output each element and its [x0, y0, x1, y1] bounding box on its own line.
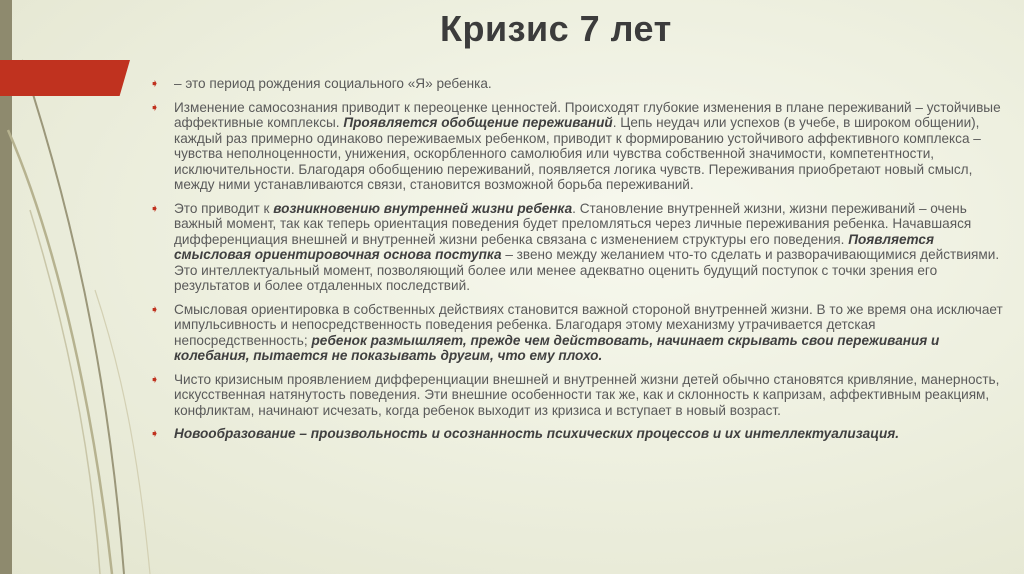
body-text: Смысловая ориентировка в собственных действиях становится важной стороной внутренней жизни. В то же время она исключает импульсивность и непосредственность поведения ребенка. Благодаря этому механизму утрачивается детская непосредственность;: [174, 301, 1003, 348]
bullet-text: [174, 76, 492, 91]
arrow-right-icon: ➧: [150, 373, 160, 386]
body-text: . Цепь неудач или успехов (в учебе, в широком общении), каждый раз примерно одинаково переживаемых ребенком, приводит к формированию устойчивого аффективного комплекса – чувства неполноценности, унижения, оскорбленного самолюбия или чувства собственной значимости, компетентности, исключительности. Благодаря обобщению переживаний, появляется логика чувств. Переживания приобретают новый смысл, между ними устанавливаются связи, становится возможной борьба переживаний.: [174, 115, 981, 192]
bullet-text: [174, 426, 899, 441]
emphasis-text: Появляется смысловая ориентировочная основа поступка: [174, 231, 934, 262]
bullet-item: [150, 372, 1012, 419]
bullet-item: [150, 302, 1012, 364]
decor-curve-3: [30, 210, 100, 574]
bullet-item: [150, 201, 1012, 294]
emphasis-text: ребенок размышляет, прежде чем действовать, начинает скрывать свои переживания и колебания, пытается не показывать другим, что ему плохо.: [174, 332, 940, 363]
emphasis-text: возникновению внутренней жизни ребенка: [273, 200, 573, 216]
body-text: Изменение самосознания приводит к переоценке ценностей. Происходят глубокие изменения в плане переживаний – устойчивые аффективные комплексы.: [174, 99, 1001, 130]
accent-bar: [0, 60, 130, 96]
arrow-right-icon: ➧: [150, 428, 160, 440]
decor-curve-4: [95, 290, 150, 574]
bullet-text: [174, 302, 1003, 364]
emphasis-text: Новообразование – произвольность и осознанность психических процессов и их интеллектуализация.: [174, 426, 900, 441]
body-text: – это период рождения социального «Я» ребенка.: [174, 76, 492, 91]
bullet-item: [150, 426, 1012, 442]
body-text: . Становление внутренней жизни, жизни переживаний – очень важный момент, так как теперь ориентация поведения будет преломляться через личные переживания ребенка. Начавшаяся дифференциация внешней и внутренней жизни ребенка связана с изменением структуры его поведения.: [174, 200, 972, 247]
bullet-item: [150, 76, 1012, 92]
body-text: – звено между желанием что-то сделать и разворачивающимися действиями. Это интеллектуальный момент, позволяющий более или менее адекватно оценить будущий поступок с точки зрения его результатов и более отдаленных последствий.: [174, 247, 1000, 293]
bullet-text: [174, 100, 1001, 193]
bullet-text: [174, 372, 999, 418]
slide-title: Кризис 7 лет: [440, 8, 672, 49]
arrow-right-icon: ➧: [150, 101, 160, 114]
bullet-text: [174, 201, 999, 294]
bullet-list: [150, 76, 1012, 450]
body-text: Чисто кризисным проявлением дифференциации внешней и внутренней жизни детей обычно становятся кривляние, манерность, искусственная натянутость поведения. Эти внешние особенности так же, как и склонность к капризам, аффективным реакциям, конфликтам, начинают исчезать, когда ребенок выходит из кризиса и вступает в новый возраст.: [174, 371, 1000, 418]
arrow-right-icon: ➧: [150, 202, 160, 215]
bullet-item: [150, 100, 1012, 193]
body-text: Это приводит к: [174, 200, 274, 216]
arrow-right-icon: ➧: [150, 303, 160, 316]
arrow-right-icon: ➧: [150, 78, 160, 90]
emphasis-text: Проявляется обобщение переживаний: [343, 115, 613, 130]
decor-curve-2: [22, 60, 124, 574]
